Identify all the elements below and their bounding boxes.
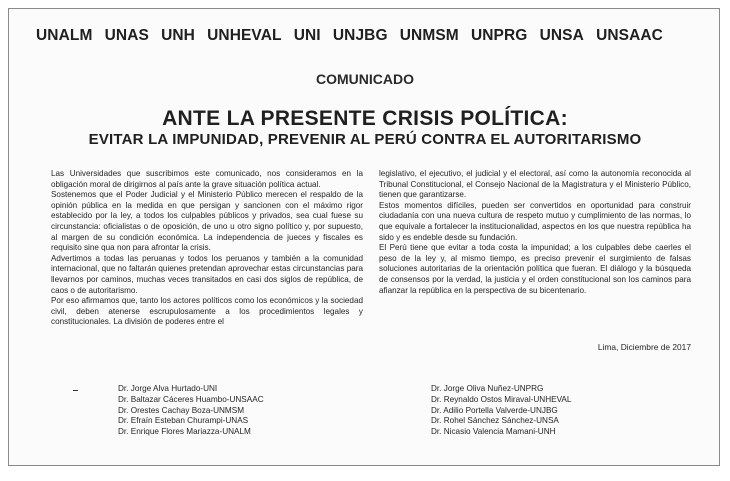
university-acronym: UNJBG bbox=[332, 27, 388, 44]
signatory: Dr. Nicasio Valencia Mamani-UNH bbox=[431, 427, 556, 437]
paragraph: Por eso afirmamos que, tanto los actores políticos como los económicos y la sociedad civil, deben atenerse escrupulosamente a los procedimientos legales y constitucionales. La división de poderes entre el bbox=[51, 296, 363, 327]
university-acronym: UNSA bbox=[539, 27, 584, 44]
university-acronym: UNSAAC bbox=[596, 27, 663, 44]
document-date: Lima, Diciembre de 2017 bbox=[597, 342, 691, 352]
communique-page bbox=[8, 8, 720, 466]
document-heading: COMUNICADO bbox=[316, 71, 414, 87]
document-title: ANTE LA PRESENTE CRISIS POLÍTICA: bbox=[162, 107, 568, 130]
paragraph: Las Universidades que suscribimos este comunicado, nos consideramos en la obligación moral de dirigirnos al país ante la grave situación política actual. bbox=[51, 169, 363, 189]
signatory: Dr. Jorge Oliva Nuñez-UNPRG bbox=[431, 384, 544, 393]
signatory: Dr. Orestes Cachay Boza-UNMSM bbox=[118, 405, 245, 415]
university-acronym: UNHEVAL bbox=[207, 27, 282, 44]
paragraph: Sostenemos que el Poder Judicial y el Ministerio Público merecen el respaldo de la opinión pública en la medida en que persigan y sancionen con el máximo rigor establecido por la ley, a todos los culpables públicos y privados, sea cual fuese su circunstancia: oficialistas o de oposición, de uno u otro signo político y, por supuesto, al margen de su condición económica. La independencia de jueces y fiscales es requisito sine qua non para afrontar la crisis. bbox=[51, 190, 363, 253]
signatory: Dr. Rohel Sánchez Sánchez-UNSA bbox=[431, 416, 559, 426]
university-acronym: UNMSM bbox=[399, 27, 459, 44]
body-column-right bbox=[379, 169, 691, 296]
signatory: Dr. Adilio Portella Valverde-UNJBG bbox=[431, 405, 558, 415]
signatory: Dr. Jorge Alva Hurtado-UNI bbox=[118, 384, 218, 393]
university-acronym: UNI bbox=[293, 27, 321, 44]
university-acronym: UNAS bbox=[104, 27, 149, 44]
dash-mark bbox=[73, 390, 78, 391]
university-acronym: UNH bbox=[161, 27, 195, 44]
paragraph: Advertimos a todas las peruanas y todos los peruanos y también a la comunidad internacional, que no faltarán quienes pretendan aprovechar estas circunstancias para llevarnos por caminos, muchas veces transitados en casi dos siglos de república, de caos o de autoritarismo. bbox=[51, 253, 363, 295]
university-list bbox=[9, 27, 721, 45]
paragraph: Estos momentos difíciles, pueden ser convertidos en oportunidad para construir ciudadanía con una nueva cultura de respeto mutuo y cumplimiento de las normas, lo que equivale a fortalecer la institucionalidad, aspectos en los que nuestra república ha sido y es endeble desde su fundación. bbox=[379, 200, 691, 242]
signatory: Dr. Reynaldo Ostos Miraval-UNHEVAL bbox=[431, 394, 572, 404]
paragraph: legislativo, el ejecutivo, el judicial y el electoral, así como la autonomía reconocida al Tribunal Constitucional, el Consejo Nacional de la Magistratura y el Ministerio Público, tienen que garantizarse. bbox=[379, 169, 691, 200]
signatory: Dr. Enrique Flores Mariazza-UNALM bbox=[118, 427, 251, 437]
signatory: Dr. Efraín Esteban Churampi-UNAS bbox=[118, 416, 249, 426]
document-subtitle: EVITAR LA IMPUNIDAD, PREVENIR AL PERÚ CONTRA EL AUTORITARISMO bbox=[88, 131, 642, 148]
paragraph: El Perú tiene que evitar a toda costa la impunidad; a los culpables debe caerles el peso de la ley y, al mismo tiempo, es preciso prevenir el surgimiento de falsas soluciones autoritarias de la orientación política que fueran. El diálogo y la búsqueda de consensos por la verdad, la justicia y el orden constitucional son los caminos para afianzar la república en la perspectiva de su bicentenario. bbox=[379, 243, 691, 295]
signatory: Dr. Baltazar Cáceres Huambo-UNSAAC bbox=[118, 394, 264, 404]
university-acronym: UNPRG bbox=[470, 27, 528, 44]
signatories-right bbox=[431, 384, 571, 438]
body-column-left bbox=[51, 169, 363, 328]
signatories-left bbox=[118, 384, 264, 438]
university-acronym: UNALM bbox=[36, 27, 93, 44]
